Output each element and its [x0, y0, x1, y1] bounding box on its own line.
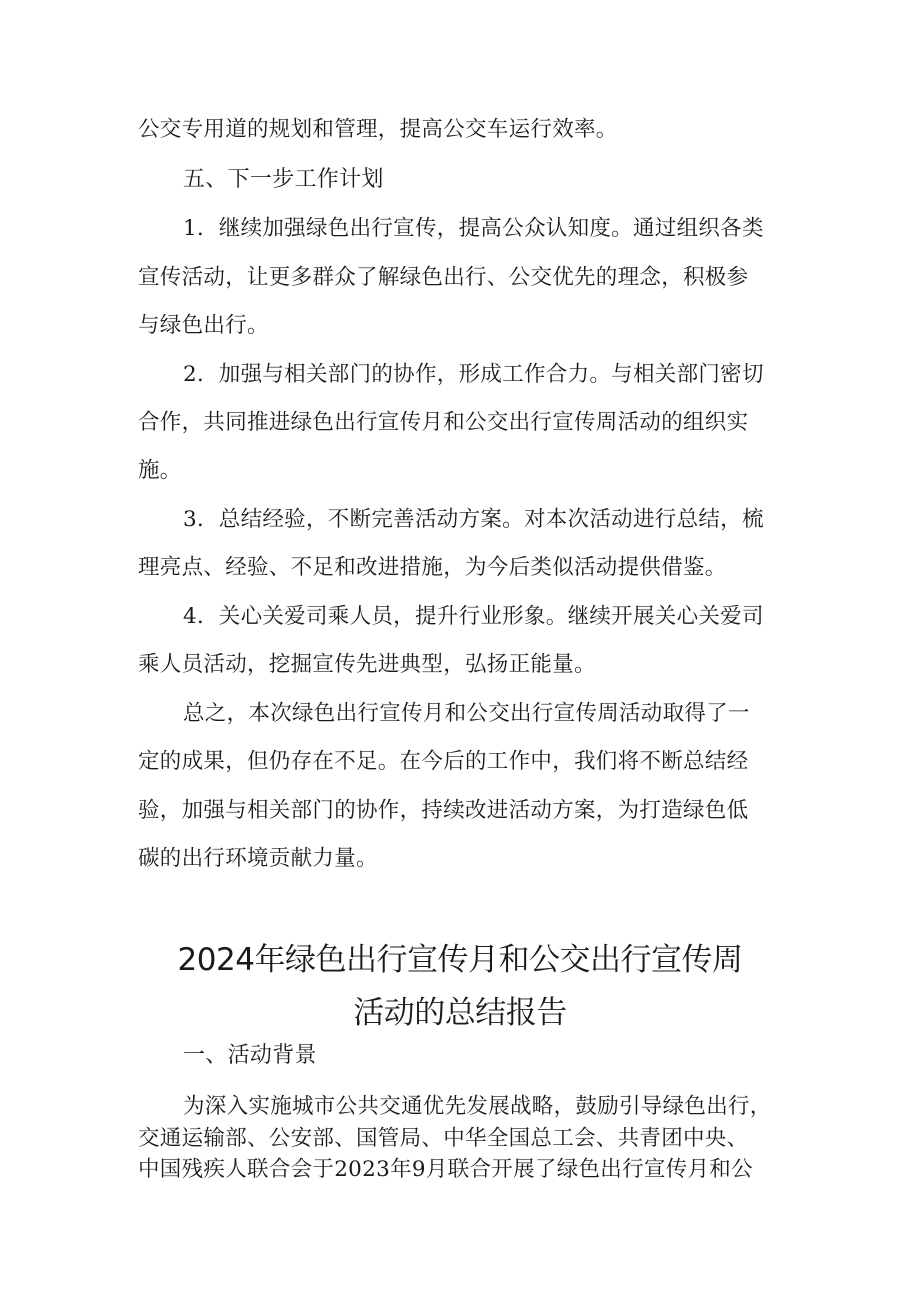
paragraph-line: 理亮点、经验、不足和改进措施，为今后类似活动提供借鉴。 — [138, 555, 727, 580]
section-heading-background: 一、活动背景 — [183, 1043, 317, 1068]
paragraph-line: 施。 — [138, 458, 182, 483]
report-title-line2: 活动的总结报告 — [353, 995, 567, 1031]
paragraph-line: 交通运输部、公安部、国管局、中华全国总工会、共青团中央、 — [138, 1126, 749, 1151]
paragraph-line: 3．总结经验，不断完善活动方案。对本次活动进行总结，梳 — [183, 507, 764, 532]
section-heading-next-steps: 五、下一步工作计划 — [183, 167, 384, 192]
paragraph-line: 4．关心关爱司乘人员，提升行业形象。继续开展关心关爱司 — [183, 604, 764, 629]
paragraph-line: 总之，本次绿色出行宣传月和公交出行宣传周活动取得了一 — [183, 701, 750, 726]
paragraph-line: 为深入实施城市公共交通优先发展战略，鼓励引导绿色出行， — [183, 1094, 772, 1119]
paragraph-line: 乘人员活动，挖掘宣传先进典型，弘扬正能量。 — [138, 652, 596, 677]
report-title-line1: 2024年绿色出行宣传月和公交出行宣传周 — [177, 942, 743, 978]
paragraph-line: 2．加强与相关部门的协作，形成工作合力。与相关部门密切 — [183, 362, 764, 387]
paragraph-line: 中国残疾人联合会于2023年9月联合开展了绿色出行宣传月和公 — [138, 1157, 753, 1182]
paragraph-line: 碳的出行环境贡献力量。 — [138, 846, 378, 871]
paragraph-line: 宣传活动，让更多群众了解绿色出行、公交优先的理念，积极参 — [138, 265, 749, 290]
paragraph-line: 验，加强与相关部门的协作，持续改进活动方案，为打造绿色低 — [138, 798, 749, 823]
paragraph-line: 合作，共同推进绿色出行宣传月和公交出行宣传周活动的组织实 — [138, 410, 749, 435]
paragraph-line: 公交专用道的规划和管理，提高公交车运行效率。 — [138, 117, 618, 142]
paragraph-line: 定的成果，但仍存在不足。在今后的工作中，我们将不断总结经 — [138, 749, 749, 774]
paragraph-line: 与绿色出行。 — [138, 313, 269, 338]
paragraph-line: 1．继续加强绿色出行宣传，提高公众认知度。通过组织各类 — [183, 216, 764, 241]
